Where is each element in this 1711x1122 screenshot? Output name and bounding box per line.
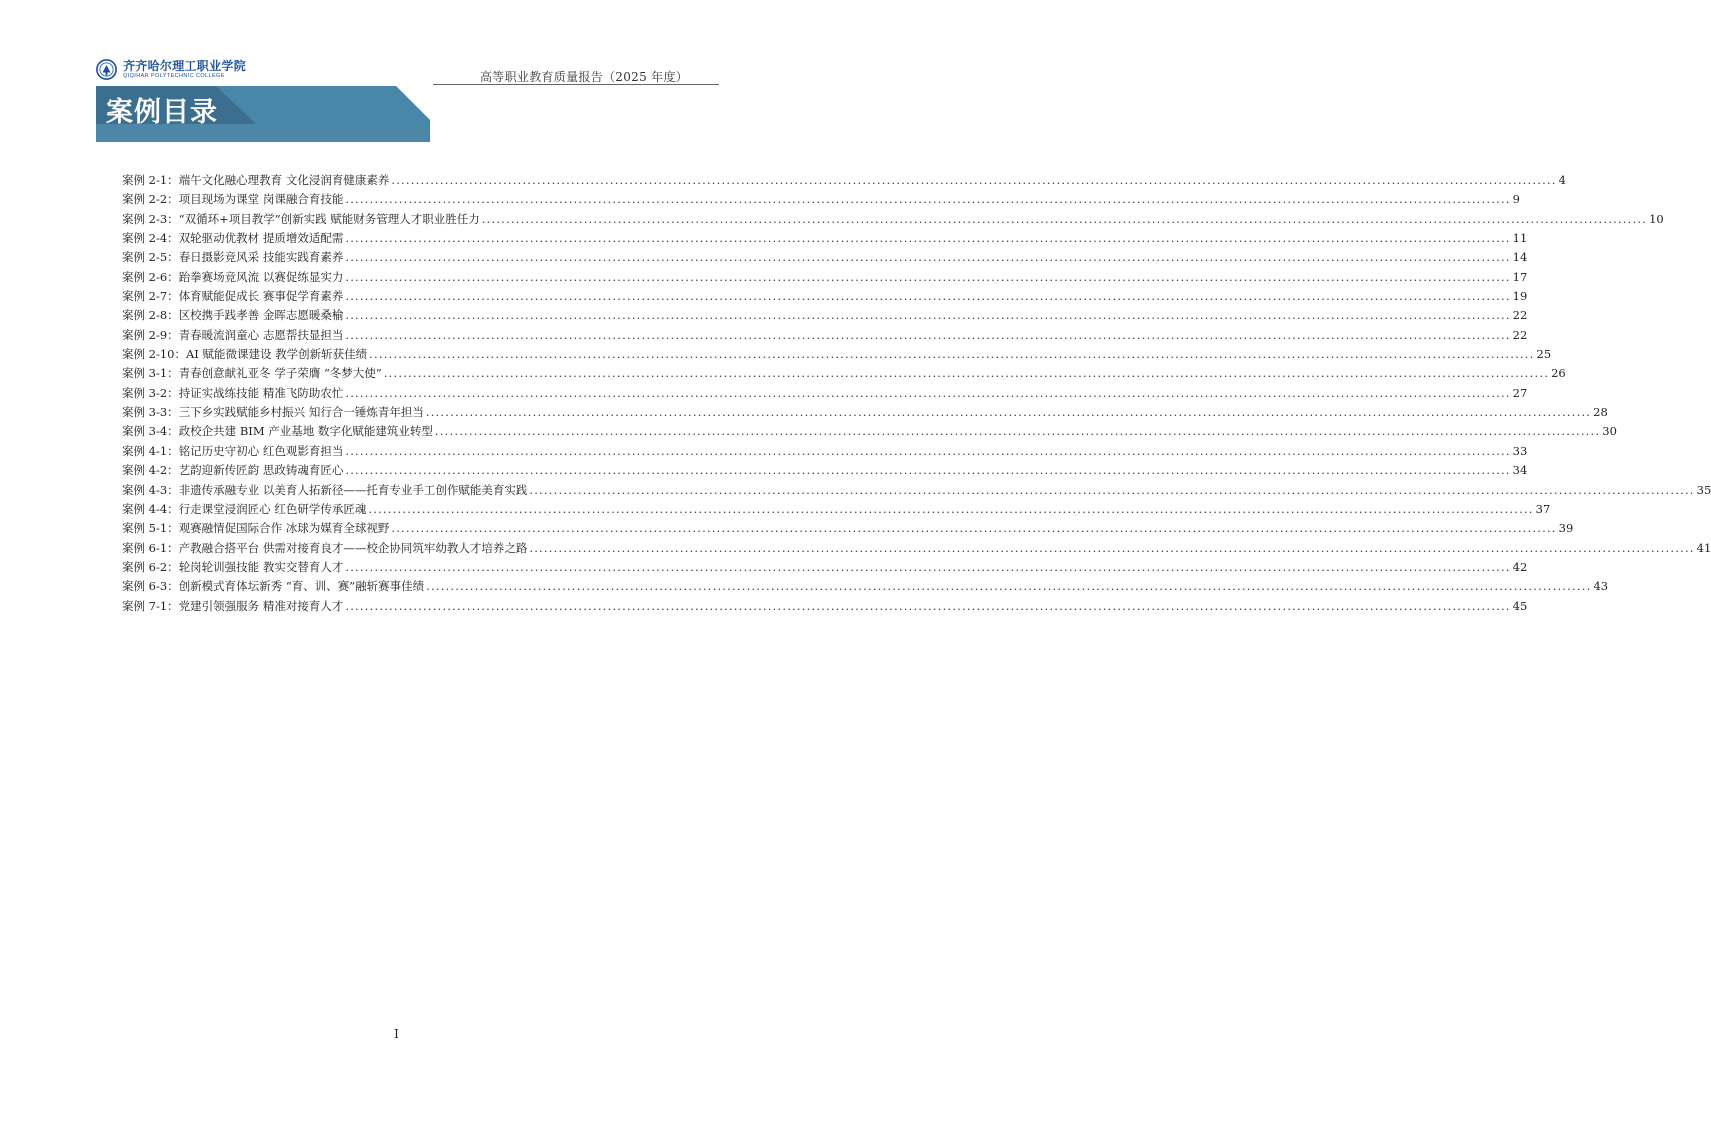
toc-entry-label: 案例 4-1： [122,443,179,458]
college-name-cn: 齐齐哈尔理工职业学院 [123,58,247,73]
toc-entry-page: 45 [1512,598,1528,613]
toc-entry-title: 三下乡实践赋能乡村振兴 知行合一锤炼青年担当 [178,405,424,420]
toc-entry-title: 体育赋能促成长 赛事促学育素养 [178,289,344,304]
toc-entry-label: 案例 4-3： [122,482,179,497]
toc-dot-leader: ................................................................................................................................................................................................................................................ [391,521,1557,536]
toc-dot-leader: ................................................................................................................................................................................................................................................ [345,250,1511,265]
toc-entry-label: 案例 3-1： [122,366,179,381]
toc-entry-title: 非遗传承融专业 以美育人拓新径——托育专业手工创作赋能美育实践 [178,482,528,497]
toc-entry[interactable] [122,229,1528,248]
toc-entry[interactable] [122,481,1711,500]
toc-entry-title: 创新模式育体坛新秀 “育、训、赛”融斩赛事佳绩 [178,579,425,594]
toc-dot-leader: ................................................................................................................................................................................................................................................ [529,540,1695,555]
toc-entry-title: 艺韵迎新传匠韵 思政铸魂育匠心 [178,463,344,478]
toc-dot-leader: ................................................................................................................................................................................................................................................ [383,366,1550,381]
toc-entry-page: 28 [1593,405,1608,420]
toc-entry[interactable] [122,384,1528,403]
toc-entry[interactable] [122,248,1528,267]
toc-entry[interactable] [122,287,1528,306]
toc-entry-label: 案例 4-4： [122,501,179,516]
toc-dot-leader: ................................................................................................................................................................................................................................................ [481,211,1648,226]
toc-entry[interactable] [122,326,1528,345]
toc-entry[interactable] [122,500,1551,519]
toc-entry-page: 35 [1696,482,1711,497]
toc-dot-leader: ................................................................................................................................................................................................................................................ [368,501,1534,516]
toc-entry-page: 9 [1512,192,1520,207]
toc-entry-title: 青春创意献礼亚冬 学子荣膺 “冬梦大使” [178,366,382,381]
toc-entry-page: 42 [1512,559,1528,574]
header-divider [433,84,719,85]
toc-entry-label: 案例 2-5： [122,250,179,265]
toc-entry-title: 轮岗轮训强技能 教实交替育人才 [178,559,344,574]
toc-entry-page: 43 [1593,579,1609,594]
toc-dot-leader: ................................................................................................................................................................................................................................................ [345,598,1511,613]
toc-dot-leader: ................................................................................................................................................................................................................................................ [345,269,1511,284]
toc-entry-title: “双循环+项目教学”创新实践 赋能财务管理人才职业胜任力 [178,211,480,226]
college-emblem-icon [96,59,117,80]
toc-dot-leader: ................................................................................................................................................................................................................................................ [369,347,1535,362]
toc-entry[interactable] [122,403,1608,422]
toc-entry-label: 案例 2-6： [122,269,179,284]
toc-entry-page: 17 [1512,269,1528,284]
toc-entry[interactable] [122,210,1664,229]
toc-entry-label: 案例 2-10： [122,347,186,362]
toc-entry-label: 案例 4-2： [122,463,179,478]
toc-entry-label: 案例 2-4： [122,231,179,246]
toc-entry[interactable] [122,461,1528,480]
toc-entry[interactable] [122,364,1566,383]
toc-entry-page: 11 [1512,231,1528,246]
toc-dot-leader: ................................................................................................................................................................................................................................................ [345,463,1511,478]
toc-entry-label: 案例 2-9： [122,327,179,342]
toc-entry[interactable] [122,577,1609,596]
toc-entry-title: 产教融合搭平台 供需对接育良才——校企协同筑牢幼教人才培养之路 [178,540,528,555]
toc-entry[interactable] [122,539,1711,558]
toc-entry-title: 观赛融情促国际合作 冰球为媒育全球视野 [178,521,390,536]
toc-entry-label: 案例 3-3： [122,405,179,420]
toc-entry-page: 27 [1512,385,1528,400]
toc-entry-page: 19 [1512,289,1528,304]
toc-entry[interactable] [122,422,1617,441]
toc-entry-page: 26 [1551,366,1566,381]
section-banner [96,86,430,142]
toc-entry[interactable] [122,171,1566,190]
toc-entry-title: 春日摄影竞风采 技能实践育素养 [178,250,344,265]
toc-dot-leader: ................................................................................................................................................................................................................................................ [345,308,1511,323]
toc-entry-page: 41 [1696,540,1711,555]
toc-entry[interactable] [122,519,1574,538]
toc-entry[interactable] [122,306,1528,325]
toc-entry-title: 铭记历史守初心 红色观影育担当 [178,443,344,458]
toc-dot-leader: ................................................................................................................................................................................................................................................ [345,443,1511,458]
toc-dot-leader: ................................................................................................................................................................................................................................................ [529,482,1695,497]
toc-entry-label: 案例 2-7： [122,289,179,304]
page-number: I [394,1027,399,1041]
toc-entry-title: 青春暖流润童心 志愿帮扶显担当 [178,327,344,342]
toc-entry-label: 案例 3-4： [122,424,179,439]
toc-entry-label: 案例 6-2： [122,559,179,574]
toc-entry-title: 区校携手践孝善 金晖志愿暖桑榆 [178,308,344,323]
toc-dot-leader: ................................................................................................................................................................................................................................................ [391,173,1557,187]
toc-entry-label: 案例 2-8： [122,308,179,323]
toc-entry-label: 案例 5-1： [122,521,179,536]
toc-entry-title: 跆拳赛场竞风流 以赛促练显实力 [178,269,344,284]
toc-entry-page: 30 [1602,424,1617,439]
toc-dot-leader: ................................................................................................................................................................................................................................................ [345,192,1511,207]
toc-dot-leader: ................................................................................................................................................................................................................................................ [345,231,1511,246]
toc-entry-title: 行走课堂浸润匠心 红色研学传承匠魂 [178,501,367,516]
toc-entry-label: 案例 6-3： [122,579,179,594]
toc-entry-page: 22 [1512,308,1528,323]
toc-entry-page: 33 [1512,443,1528,458]
toc-entry[interactable] [122,442,1528,461]
toc-entry[interactable] [122,190,1520,209]
toc-entry-page: 25 [1536,347,1552,362]
toc-entry-title: 政校企共建 BIM 产业基地 数字化赋能建筑业转型 [178,424,433,439]
toc-entry-label: 案例 2-1： [122,173,179,187]
toc-entry-page: 22 [1512,327,1528,342]
toc-entry[interactable] [122,268,1528,287]
table-of-contents [122,171,1711,616]
college-logo [96,59,246,80]
toc-dot-leader: ................................................................................................................................................................................................................................................ [425,405,1592,420]
toc-entry-page: 34 [1512,463,1528,478]
toc-dot-leader: ................................................................................................................................................................................................................................................ [434,424,1601,439]
toc-entry-label: 案例 6-1： [122,540,179,555]
toc-entry-page: 37 [1535,501,1551,516]
toc-dot-leader: ................................................................................................................................................................................................................................................ [345,289,1511,304]
toc-entry-page: 4 [1558,173,1566,187]
toc-entry-title: AI 赋能微课建设 教学创新斩获佳绩 [186,347,368,362]
section-title: 案例目录 [106,97,218,128]
college-name-en: QIQIHAR POLYTECHNIC COLLEGE [123,72,225,79]
toc-entry-page: 14 [1512,250,1528,265]
toc-entry-title: 持证实战练技能 精准飞防助农忙 [178,385,344,400]
toc-entry[interactable] [122,558,1528,577]
toc-entry-label: 案例 3-2： [122,385,179,400]
toc-dot-leader: ................................................................................................................................................................................................................................................ [345,327,1511,342]
toc-dot-leader: ................................................................................................................................................................................................................................................ [426,579,1592,594]
toc-entry-title: 端午文化融心理教育 文化浸润育健康素养 [178,173,390,187]
toc-dot-leader: ................................................................................................................................................................................................................................................ [345,559,1511,574]
toc-entry-page: 39 [1558,521,1574,536]
toc-entry[interactable] [122,345,1552,364]
toc-entry-title: 双轮驱动优教材 提质增效适配需 [178,231,344,246]
toc-entry-title: 项目现场为课堂 岗课融合育技能 [178,192,344,207]
toc-entry-label: 案例 2-2： [122,192,179,207]
toc-entry-label: 案例 7-1： [122,598,179,613]
toc-entry-title: 党建引领强服务 精准对接育人才 [178,598,344,613]
toc-entry-page: 10 [1649,211,1664,226]
report-title: 高等职业教育质量报告（2025 年度） [480,70,689,84]
toc-entry-label: 案例 2-3： [122,211,179,226]
toc-dot-leader: ................................................................................................................................................................................................................................................ [345,385,1511,400]
toc-entry[interactable] [122,597,1528,616]
